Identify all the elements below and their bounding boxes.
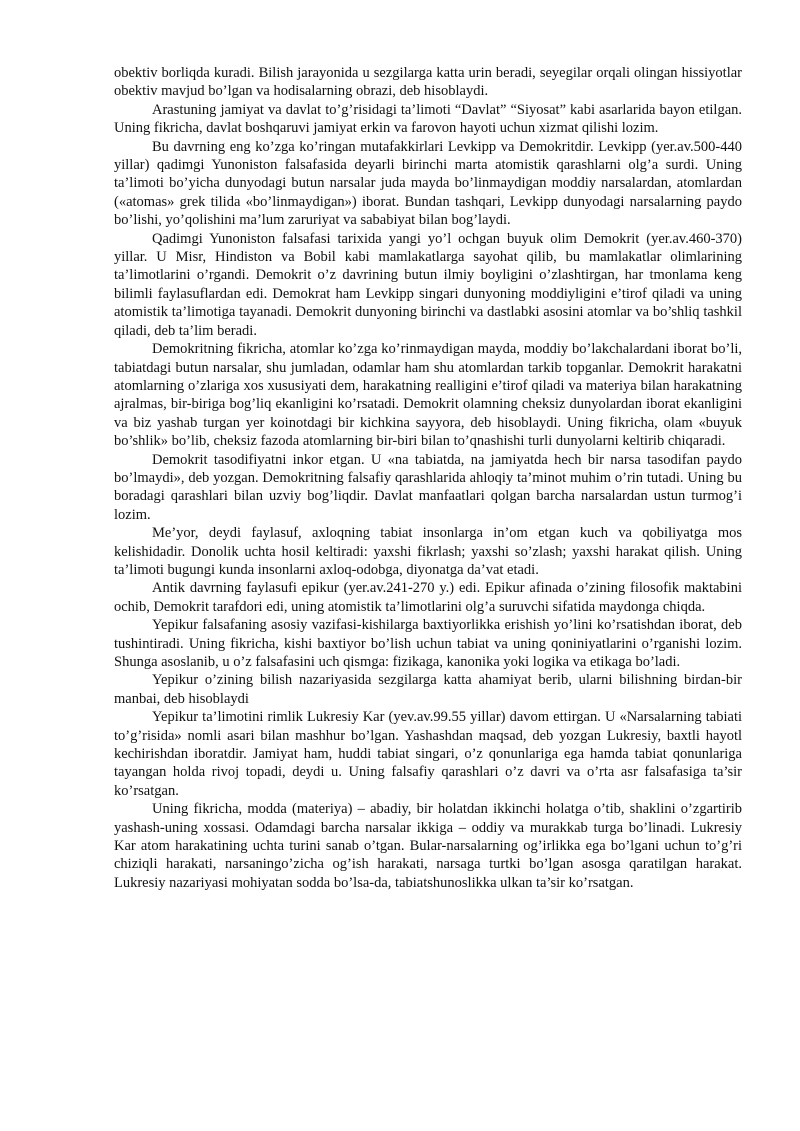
paragraph-continuation: obektiv borliqda kuradi. Bilish jarayonida u sezgilarga katta urin beradi, seyegilar orqali olingan hissiyotlar obektiv mavjud bo’lgan va hodisalarning obrazi, deb hisoblaydi. <box>114 65 742 100</box>
paragraph-aristotle-state: Arastuning jamiyat va davlat to’g’risidagi ta’limoti “Davlat” “Siyosat” kabi asarlarida bayon etilgan. Uning fikricha, davlat boshqaruvi jamiyat erkin va farovon hayoti uchun xizmat qilishi lozim. <box>114 101 742 137</box>
paragraph-lucretius-matter: Uning fikricha, modda (materiya) – abadiy, bir holatdan ikkinchi holatga o’tib, shaklini o’zgartirib yashash-uning xossasi. Odamdagi barcha narsalar ikkiga – oddiy va murakkab turga bo’linadi. Lukresiy Kar atom harakatining uchta turini sanab o’tgan. Bular-narsalarning og’irlikka ega bo’lgani uchun to’g’ri chiziqli harakati, narsaningo’zicha og’ish harakati, narsaga turtki bo’lgan asosga qaratilgan harakat. Lukresiy nazariyasi mohiyatan sodda bo’lsa-da, tabiatshunoslikka ulkan ta’sir ko’rsatgan. <box>114 801 742 891</box>
paragraph-democritus-chance: Demokrit tasodifiyatni inkor etgan. U «na tabiatda, na jamiyatda hech bir narsa tasodifan paydo bo’lmaydi», deb yozgan. Demokritning falsafiy qarashlarida ahloqiy ta’minot muhim o’rin tutadi. Uning bu boradagi qarashlari bilan uzviy bog’liqdir. Davlat manfaatlari qolgan barcha narsalardan ustun turmog’i lozim. <box>114 451 742 523</box>
paragraph-lucretius: Yepikur ta’limotini rimlik Lukresiy Kar (yev.av.99.55 yillar) davom ettirgan. U «Narsalarning tabiati to’g’risida» nomli asari bilan mashhur bo’lgan. Yashashdan maqsad, deb yozgan Lukresiy, baxtli hayotl kechirishdan iboratdir. Jamiyat ham, huddi tabiat singari, o’z qonunlariga ega hamda tabiat qonunlariga tayangan holda rivoj topadi, deydi u. Uning falsafiy qarashlari o’z davri va o’rta asr falsafasiga ta’sir ko’rsatgan. <box>114 709 742 799</box>
paragraph-leucippus: Bu davrning eng ko’zga ko’ringan mutafakkirlari Levkipp va Demokritdir. Levkipp (yer.av.500-440 yillar) qadimgi Yunoniston falsafasida deyarli birinchi marta atomistik qarashlarni olg’a surdi. Uning ta’limoti bo’yicha dunyodagi butun narsalar juda mayda bo’linmaydigan moddiy narsalardan, atomlardan («atomas» grek tilida «bo’linmaydigan») iborat. Bundan tashqari, Levkipp dunyodagi narsalarning paydo bo’lishi, yo’qolishini ma’lum zaruriyat va sababiyat bilan bog’laydi. <box>114 138 742 229</box>
paragraph-epicurus-senses: Yepikur o’zining bilish nazariyasida sezgilarga katta ahamiyat berib, ularni bilishning birdan-bir manbai, deb hisoblaydi <box>114 672 742 707</box>
document-page <box>114 64 742 892</box>
paragraph-epicurus-philosophy: Yepikur falsafaning asosiy vazifasi-kishilarga baxtiyorlikka erishish yo’lini ko’rsatishdan iborat, deb tushintiradi. Uning fikricha, kishi baxtiyor bo’lish uchun tabiat va uning qoniniyatlarini o’rganishi lozim. Shunga asoslanib, u o’z falsafasini uch qismga: fizikaga, kanonika yoki logika va etikaga bo’ladi. <box>114 617 742 670</box>
paragraph-epicurus-intro: Antik davrning faylasufi epikur (yer.av.241-270 y.) edi. Epikur afinada o’zining filosofik maktabini ochib, Demokrit tarafdori edi, uning atomistik ta’limotlarini olg’a suruvchi sifatida maydonga chiqda. <box>114 580 742 615</box>
paragraph-democritus-atoms: Demokritning fikricha, atomlar ko’zga ko’rinmaydigan mayda, moddiy bo’lakchalardani iborat bo’li, tabiatdagi butun narsalar, shu jumladan, odamlar ham shu atomlardan tarkib topganlar. Demokrit harakatni atomlarning o’zlariga xos xususiyati dem, harakatning realligini e’tirof qiladi va materiya bilan harakatning ajralmas, bir-biriga bog’liq ekanligini ko’rsatadi. Demokrit olamning cheksiz dunyolardan iborat ekanligini va biz yashab turgan yer koinotdagi bir kichkina sayyora, deb hisoblaydi. Uning fikricha, olam «buyuk bo’shlik» bo’lib, cheksiz fazoda atomlarning bir-biri bilan to’qnashishi turli dunyolarni keltirib chiqaradi. <box>114 341 742 450</box>
paragraph-measure-ethics: Me’yor, deydi faylasuf, axloqning tabiat insonlarga in’om etgan kuch va qobiliyatga mos kelishidadir. Donolik uchta hosil keltiradi: yaxshi fikrlash; yaxshi so’zlash; yaxshi harakat qilish. Uning ta’limoti bugungi kunda insonlarni axloq-odobga, diyonatga da’vat etadi. <box>114 525 742 578</box>
paragraph-democritus-intro: Qadimgi Yunoniston falsafasi tarixida yangi yo’l ochgan buyuk olim Demokrit (yer.av.460-370) yillar. U Misr, Hindiston va Bobil kabi mamlakatlarga sayohat qilib, bu mamlakatlar olimlarining ta’limotlarini o’rgandi. Demokrit o’z davrining butun ilmiy boyligini o’zlashtirgan, har tmonlama keng bilimli faylasuflardan edi. Demokrat ham Levkipp singari dunyoning moddiyligini e’tirof qiladi va uning atomistik ta’limotiga tayanadi. Demokrit dunyoning birinchi va dastlabki asosini atomlar va bo’shliq tashkil qiladi, deb ta’lim beradi. <box>114 230 742 339</box>
